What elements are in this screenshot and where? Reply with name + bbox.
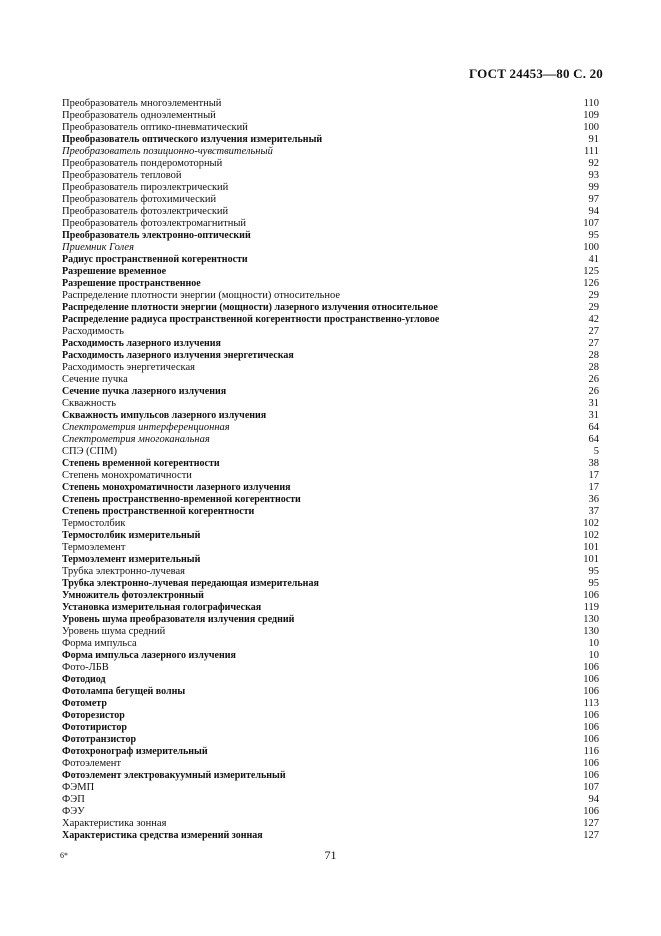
index-term: Фоторезистор <box>62 710 125 721</box>
index-page-ref: 94 <box>588 206 599 217</box>
index-entry <box>62 386 599 398</box>
index-term: Разрешение временное <box>62 266 167 277</box>
index-term: Фотометр <box>62 698 107 709</box>
index-page-ref: 100 <box>583 122 599 133</box>
index-page-ref: 126 <box>583 278 599 289</box>
index-term: ФЭМП <box>62 782 95 793</box>
index-entry <box>62 206 599 218</box>
index-entry <box>62 338 599 350</box>
index-page-ref: 102 <box>583 530 599 541</box>
index-term: Уровень шума преобразователя излучения средний <box>62 614 295 625</box>
index-page-ref: 106 <box>583 758 599 769</box>
index-entry <box>62 770 599 782</box>
index-entry <box>62 626 599 638</box>
index-entry <box>62 254 599 266</box>
index-term: СПЭ (СПМ) <box>62 446 118 457</box>
index-term: Фото-ЛБВ <box>62 662 109 673</box>
index-page-ref: 26 <box>588 386 599 397</box>
index-term: Расходимость лазерного излучения энергетическая <box>62 350 294 361</box>
index-entry <box>62 350 599 362</box>
index-page-ref: 106 <box>583 686 599 697</box>
index-entry <box>62 698 599 710</box>
index-term: Преобразователь фотоэлектромагнитный <box>62 218 247 229</box>
index-term: Термостолбик измерительный <box>62 530 201 541</box>
index-page-ref: 106 <box>583 770 599 781</box>
index-entry <box>62 494 599 506</box>
index-term: ФЭП <box>62 794 85 805</box>
index-term: Преобразователь позиционно-чувствительный <box>62 146 273 157</box>
index-page-ref: 113 <box>583 698 599 709</box>
index-term: Степень монохроматичности лазерного излучения <box>62 482 291 493</box>
index-page-ref: 101 <box>583 542 599 553</box>
index-term: Фототиристор <box>62 722 127 733</box>
index-term: Фотодиод <box>62 674 106 685</box>
index-page-ref: 106 <box>583 662 599 673</box>
index-entry <box>62 326 599 338</box>
index-page-ref: 27 <box>588 326 599 337</box>
index-term: Разрешение пространственное <box>62 278 201 289</box>
index-entry <box>62 734 599 746</box>
index-page-ref: 97 <box>588 194 599 205</box>
index-entry <box>62 782 599 794</box>
index-page-ref: 31 <box>588 410 599 421</box>
index-entry <box>62 722 599 734</box>
index-page-ref: 36 <box>588 494 599 505</box>
index-entry <box>62 290 599 302</box>
index-term: Спектрометрия интерференционная <box>62 422 230 433</box>
index-term: Преобразователь пироэлектрический <box>62 182 229 193</box>
index-entry <box>62 302 599 314</box>
index-page-ref: 27 <box>588 338 599 349</box>
index-term: Преобразователь фотоэлектрический <box>62 206 229 217</box>
index-term: Расходимость <box>62 326 124 337</box>
index-page-ref: 111 <box>584 146 599 157</box>
index-term: Расходимость лазерного излучения <box>62 338 221 349</box>
term-index-list <box>62 98 599 842</box>
index-term: Уровень шума средний <box>62 626 166 637</box>
index-entry <box>62 194 599 206</box>
index-entry <box>62 758 599 770</box>
index-term: Форма импульса лазерного излучения <box>62 650 236 661</box>
index-page-ref: 42 <box>588 314 599 325</box>
index-page-ref: 41 <box>588 254 599 265</box>
index-entry <box>62 674 599 686</box>
index-entry <box>62 554 599 566</box>
index-term: Термоэлемент измерительный <box>62 554 201 565</box>
index-page-ref: 38 <box>588 458 599 469</box>
index-page-ref: 106 <box>583 806 599 817</box>
index-term: Трубка электронно-лучевая <box>62 566 185 577</box>
index-page-ref: 10 <box>588 650 599 661</box>
index-term: Сечение пучка <box>62 374 128 385</box>
index-page-ref: 106 <box>583 590 599 601</box>
index-term: Фототранзистор <box>62 734 137 745</box>
index-term: Фотолампа бегущей волны <box>62 686 186 697</box>
index-term: Распределение плотности энергии (мощности) относительное <box>62 290 341 301</box>
index-page-ref: 130 <box>583 626 599 637</box>
index-term: Радиус пространственной когерентности <box>62 254 248 265</box>
index-entry <box>62 446 599 458</box>
index-page-ref: 95 <box>588 578 599 589</box>
index-term: Скважность <box>62 398 117 409</box>
index-term: Степень монохроматичности <box>62 470 192 481</box>
index-entry <box>62 518 599 530</box>
index-term: Сечение пучка лазерного излучения <box>62 386 227 397</box>
index-page-ref: 107 <box>583 782 599 793</box>
index-entry <box>62 830 599 842</box>
index-term: Степень временной когерентности <box>62 458 220 469</box>
index-page-ref: 5 <box>593 446 599 457</box>
index-term: Преобразователь одноэлементный <box>62 110 216 121</box>
index-entry <box>62 434 599 446</box>
index-term: Умножитель фотоэлектронный <box>62 590 204 601</box>
index-entry <box>62 362 599 374</box>
index-entry <box>62 170 599 182</box>
index-entry <box>62 98 599 110</box>
index-term: Характеристика средства измерений зонная <box>62 830 263 841</box>
index-entry <box>62 590 599 602</box>
index-term: Термоэлемент <box>62 542 126 553</box>
index-entry <box>62 218 599 230</box>
index-entry <box>62 662 599 674</box>
index-entry <box>62 578 599 590</box>
index-term: Характеристика зонная <box>62 818 167 829</box>
index-entry <box>62 314 599 326</box>
index-entry <box>62 686 599 698</box>
index-entry <box>62 158 599 170</box>
index-term: Расходимость энергетическая <box>62 362 195 373</box>
index-entry <box>62 542 599 554</box>
index-entry <box>62 266 599 278</box>
index-entry <box>62 638 599 650</box>
index-page-ref: 116 <box>583 746 599 757</box>
index-term: Распределение плотности энергии (мощности) лазерного излучения относительное <box>62 302 438 313</box>
index-term: Установка измерительная голографическая <box>62 602 262 613</box>
index-entry <box>62 278 599 290</box>
index-page-ref: 37 <box>588 506 599 517</box>
index-page-ref: 10 <box>588 638 599 649</box>
index-page-ref: 106 <box>583 710 599 721</box>
index-entry <box>62 230 599 242</box>
index-page-ref: 102 <box>583 518 599 529</box>
index-page-ref: 64 <box>588 422 599 433</box>
index-page-ref: 106 <box>583 722 599 733</box>
index-page-ref: 91 <box>588 134 599 145</box>
index-term: Преобразователь тепловой <box>62 170 182 181</box>
index-page-ref: 17 <box>588 470 599 481</box>
index-entry <box>62 566 599 578</box>
index-entry <box>62 122 599 134</box>
index-term: Распределение радиуса пространственной когерентности пространственно-угловое <box>62 314 440 325</box>
index-entry <box>62 650 599 662</box>
index-entry <box>62 794 599 806</box>
index-page-ref: 31 <box>588 398 599 409</box>
index-entry <box>62 470 599 482</box>
index-page-ref: 127 <box>583 830 599 841</box>
index-term: Спектрометрия многоканальная <box>62 434 210 445</box>
index-page-ref: 94 <box>588 794 599 805</box>
index-entry <box>62 602 599 614</box>
index-term: Преобразователь многоэлементный <box>62 98 222 109</box>
index-page-ref: 64 <box>588 434 599 445</box>
index-entry <box>62 410 599 422</box>
index-page-ref: 95 <box>588 566 599 577</box>
index-page-ref: 28 <box>588 362 599 373</box>
index-page-ref: 119 <box>583 602 599 613</box>
index-term: Преобразователь электронно-оптический <box>62 230 251 241</box>
index-page-ref: 29 <box>588 290 599 301</box>
index-entry <box>62 458 599 470</box>
index-entry <box>62 110 599 122</box>
index-term: Фотоэлемент электровакуумный измерительный <box>62 770 286 781</box>
index-term: Фотохронограф измерительный <box>62 746 208 757</box>
index-page-ref: 95 <box>588 230 599 241</box>
index-entry <box>62 134 599 146</box>
index-page-ref: 28 <box>588 350 599 361</box>
index-page-ref: 125 <box>583 266 599 277</box>
index-term: ФЭУ <box>62 806 85 817</box>
index-term: Скважность импульсов лазерного излучения <box>62 410 267 421</box>
index-page-ref: 29 <box>588 302 599 313</box>
index-entry <box>62 482 599 494</box>
index-entry <box>62 398 599 410</box>
index-term: Термостолбик <box>62 518 126 529</box>
index-term: Приемник Голея <box>62 242 134 253</box>
index-entry <box>62 506 599 518</box>
index-page-ref: 17 <box>588 482 599 493</box>
index-term: Степень пространственной когерентности <box>62 506 255 517</box>
index-page-ref: 106 <box>583 734 599 745</box>
index-term: Степень пространственно-временной когерентности <box>62 494 301 505</box>
index-page-ref: 99 <box>588 182 599 193</box>
index-entry <box>62 614 599 626</box>
index-term: Преобразователь пондеромоторный <box>62 158 223 169</box>
index-page-ref: 101 <box>583 554 599 565</box>
index-term: Форма импульса <box>62 638 137 649</box>
index-entry <box>62 530 599 542</box>
index-page-ref: 26 <box>588 374 599 385</box>
index-entry <box>62 242 599 254</box>
page-header: ГОСТ 24453—80 С. 20 <box>469 66 603 81</box>
index-entry <box>62 746 599 758</box>
index-entry <box>62 806 599 818</box>
index-entry <box>62 374 599 386</box>
index-entry <box>62 818 599 830</box>
index-entry <box>62 422 599 434</box>
signature-mark: 6* <box>60 851 68 860</box>
index-entry <box>62 710 599 722</box>
index-page-ref: 109 <box>583 110 599 121</box>
index-page-ref: 93 <box>588 170 599 181</box>
index-page-ref: 106 <box>583 674 599 685</box>
index-page-ref: 92 <box>588 158 599 169</box>
index-term: Трубка электронно-лучевая передающая измерительная <box>62 578 319 589</box>
index-term: Преобразователь фотохимический <box>62 194 217 205</box>
index-page-ref: 127 <box>583 818 599 829</box>
index-page-ref: 100 <box>583 242 599 253</box>
index-term: Фотоэлемент <box>62 758 121 769</box>
index-page-ref: 107 <box>583 218 599 229</box>
index-page-ref: 130 <box>583 614 599 625</box>
page-number: 71 <box>324 848 337 862</box>
index-page-ref: 110 <box>583 98 599 109</box>
index-entry <box>62 182 599 194</box>
index-term: Преобразователь оптического излучения измерительный <box>62 134 323 145</box>
index-entry <box>62 146 599 158</box>
index-term: Преобразователь оптико-пневматический <box>62 122 248 133</box>
